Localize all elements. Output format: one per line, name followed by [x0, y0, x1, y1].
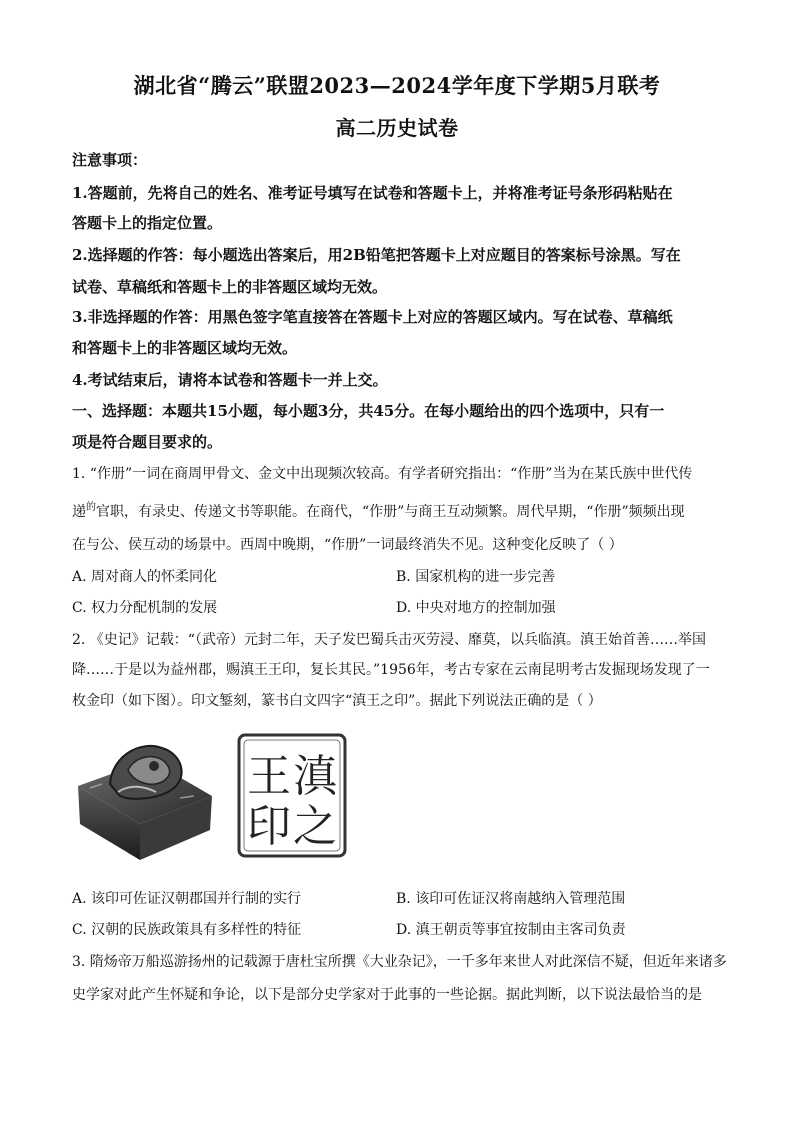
- notice-line: 和答题卡上的非答题区域均无效。: [72, 339, 298, 357]
- notice-line: 1.答题前，先将自己的姓名、准考证号填写在试卷和答题卡上，并将准考证号条形码粘贴在: [72, 184, 673, 202]
- gold-seal-photo: [70, 726, 218, 864]
- question-3-text: 3. 隋炀帝万船巡游扬州的记载源于唐杜宝所撰《大业杂记》，一千多年来世人对此深信不疑，但近年来诸多: [72, 954, 727, 970]
- exam-title: 湖北省“腾云”联盟2023—2024学年度下学期5月联考: [133, 73, 661, 98]
- seal-impression: [237, 733, 347, 858]
- notice-line: 4.考试结束后，请将本试卷和答题卡一并上交。: [72, 371, 388, 389]
- question-1-text-cont: 官职，有录史、传递文书等职能。在商代，“作册”与商王互动频繁。周代早期，“作册”频频出现: [96, 504, 685, 520]
- question-2-option-d[interactable]: D. 滇王朝贡等事宜按制由主客司负责: [396, 922, 626, 938]
- exam-subtitle: 高二历史试卷: [335, 116, 459, 140]
- question-3-text: 史学家对此产生怀疑和争论，以下是部分史学家对于此事的一些论据。据此判断，以下说法最恰当的是: [72, 987, 702, 1003]
- question-2-text: 降……于是以为益州郡，赐滇王王印，复长其民。”1956年，考古专家在云南昆明考古发掘现场发现了一: [72, 662, 710, 678]
- question-2-option-a[interactable]: A. 该印可佐证汉朝郡国并行制的实行: [72, 891, 302, 907]
- question-1-option-d[interactable]: D. 中央对地方的控制加强: [396, 600, 556, 616]
- seal-char: 王: [247, 751, 291, 802]
- question-1-option-c[interactable]: C. 权力分配机制的发展: [72, 600, 218, 616]
- question-2-option-b[interactable]: B. 该印可佐证汉将南越纳入管理范围: [396, 891, 626, 907]
- question-1-text: 在与公、侯互动的场景中。西周中晚期，“作册”一词最终消失不见。这种变化反映了（ ）: [72, 537, 623, 553]
- notice-heading: 注意事项：: [72, 151, 148, 169]
- question-2-text: 2. 《史记》记载：“（武帝）元封二年，天子发巴蜀兵击灭劳浸、靡莫，以兵临滇。滇王始首善……举国: [72, 632, 706, 648]
- question-1-option-b[interactable]: B. 国家机构的进一步完善: [396, 569, 556, 585]
- question-1-text: [72, 502, 724, 524]
- notice-line: 答题卡上的指定位置。: [72, 214, 223, 232]
- section-heading: 一、选择题：本题共15小题，每小题3分，共45分。在每小题给出的四个选项中，只有一: [72, 402, 665, 420]
- seal-char: 印: [247, 801, 291, 852]
- question-1-text: 1. “作册”一词在商周甲骨文、金文中出现频次较高。有学者研究指出：“作册”当为在某氏族中世代传: [72, 466, 693, 482]
- question-2-option-c[interactable]: C. 汉朝的民族政策具有多样性的特征: [72, 922, 302, 938]
- seal-char: 之: [293, 801, 337, 852]
- question-1-char: 递: [72, 504, 86, 520]
- notice-line: 2.选择题的作答：每小题选出答案后，用2B铅笔把答题卡上对应题目的答案标号涂黑。写在: [72, 246, 681, 264]
- notice-line: 试卷、草稿纸和答题卡上的非答题区域均无效。: [72, 278, 388, 296]
- section-heading-cont: 项是符合题目要求的。: [72, 433, 223, 451]
- seal-char: 滇: [293, 751, 337, 802]
- question-2-text: 枚金印（如下图）。印文錾刻，篆书白文四字“滇王之印”。据此下列说法正确的是（ ）: [72, 693, 602, 709]
- notice-line: 3.非选择题的作答：用黑色签字笔直接答在答题卡上对应的答题区域内。写在试卷、草稿纸: [72, 308, 673, 326]
- question-1-superscript: 的: [86, 502, 96, 513]
- question-1-option-a[interactable]: A. 周对商人的怀柔同化: [72, 569, 218, 585]
